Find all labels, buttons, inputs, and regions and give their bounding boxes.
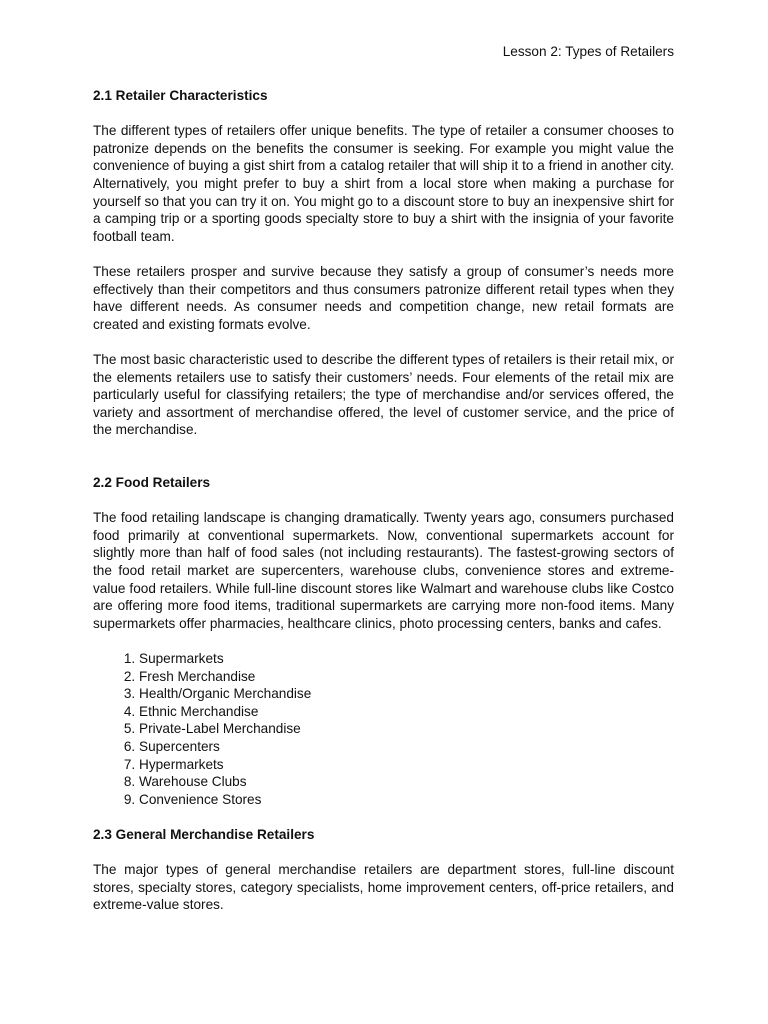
paragraph: The most basic characteristic used to describe the different types of retailers is their retail mix, or the elements retailers use to satisfy their customers’ needs. Four elements of the retail mix are particularly useful for classifying retailers; the type of merchandise and/or services offered, the variety and assortment of merchandise offered, the level of customer service, and the price of the merchandise.: [93, 351, 674, 438]
paragraph: The food retailing landscape is changing dramatically. Twenty years ago, consumers purchased food primarily at conventional supermarkets. Now, conventional supermarkets account for slightly more than half of food sales (not including restaurants). The fastest-growing sectors of the food retail market are supercenters, warehouse clubs, convenience stores and extreme-value food retailers. While full-line discount stores like Walmart and warehouse clubs like Costco are offering more food items, traditional supermarkets are carrying more non-food items. Many supermarkets offer pharmacies, healthcare clinics, photo processing centers, banks and cafes.: [93, 510, 674, 631]
running-header: Lesson 2: Types of Retailers: [502, 44, 674, 59]
list-item: 9. Convenience Stores: [139, 791, 674, 809]
list-item: 4. Ethnic Merchandise: [139, 703, 674, 721]
list-item: 1. Supermarkets: [139, 650, 674, 668]
list-item: 5. Private-Label Merchandise: [139, 720, 674, 738]
paragraph: These retailers prosper and survive because they satisfy a group of consumer’s needs more effectively than their competitors and thus consumers patronize different retail types when they have different needs. As consumer needs and competition change, new retail formats are created and existing formats evolve.: [93, 263, 674, 332]
section-heading-retailer-characteristics: 2.1 Retailer Characteristics: [93, 88, 268, 103]
document-body: [93, 87, 674, 914]
list-item: 6. Supercenters: [139, 738, 674, 756]
list-item: 7. Hypermarkets: [139, 756, 674, 774]
section-heading-food-retailers: 2.2 Food Retailers: [93, 475, 211, 491]
list-item: 3. Health/Organic Merchandise: [139, 685, 674, 703]
paragraph: The different types of retailers offer unique benefits. The type of retailer a consumer chooses to patronize depends on the benefits the consumer is seeking. For example you might value the convenience of buying a gist shirt from a catalog retailer that will ship it to a friend in another city. Alternatively, you might prefer to buy a shirt from a local store when making a purchase for yourself so that you can try it on. You might go to a discount store to buy an inexpensive shirt for a camping trip or a sporting goods specialty store to buy a shirt with the insignia of your favorite football team.: [93, 123, 674, 244]
list-item: 2. Fresh Merchandise: [139, 668, 674, 686]
food-retailer-types-list: [93, 650, 674, 808]
section-heading-general-merchandise-retailers: 2.3 General Merchandise Retailers: [93, 826, 315, 842]
paragraph: The major types of general merchandise retailers are department stores, full-line discount stores, specialty stores, category specialists, home improvement centers, off-price retailers, and extreme-value stores.: [93, 862, 674, 913]
list-item: 8. Warehouse Clubs: [139, 773, 674, 791]
